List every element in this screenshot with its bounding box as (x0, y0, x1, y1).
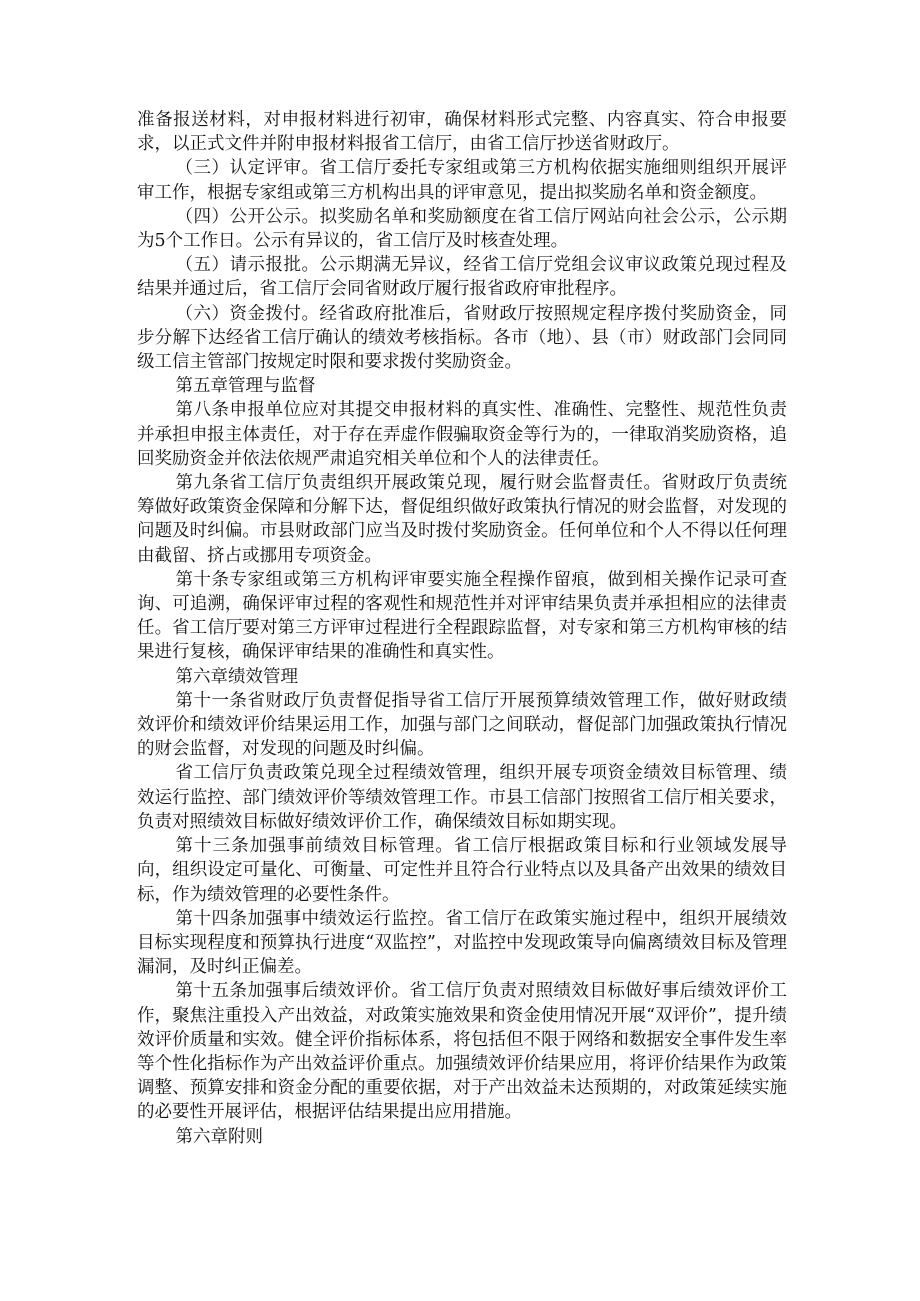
document-page (137, 108, 787, 1149)
article-11: 第十一条省财政厅负责督促指导省工信厅开展预算绩效管理工作，做好财政绩效评价和绩效评价结果运用工作，加强与部门之间联动，督促部门加强政策执行情况的财会监督，对发现的问题及时纠偏。 (137, 690, 787, 760)
paragraph-material-submission: 准备报送材料，对申报材料进行初审，确保材料形式完整、内容真实、符合申报要求，以正式文件并附申报材料报省工信厅，由省工信厅抄送省财政厅。 (137, 110, 787, 155)
paragraph-fund-allocation: （六）资金拨付。经省政府批准后，省财政厅按照规定程序拨付奖励资金，同步分解下达经省工信厅确认的绩效考核指标。各市（地）、县（市）财政部门会同同级工信主管部门按规定时限和要求拨付奖励资金。 (137, 303, 787, 373)
chapter-heading-6: 第六章绩效管理 (175, 666, 298, 687)
paragraph-performance-management: 省工信厅负责政策兑现全过程绩效管理，组织开展专项资金绩效目标管理、绩效运行监控、部门绩效评价等绩效管理工作。市县工信部门按照省工信厅相关要求，负责对照绩效目标做好绩效评价工作，确保绩效目标如期实现。 (137, 763, 787, 832)
chapter-heading-supplementary: 第六章附则 (175, 1126, 263, 1147)
article-15: 第十五条加强事后绩效评价。省工信厅负责对照绩效目标做好事后绩效评价工作，聚焦注重投入产出效益，对政策实施效果和资金使用情况开展“双评价”，提升绩效评价质量和实效。健全评价指标体系，将包括但不限于网络和数据安全事件发生率等个性化指标作为产出效益评价重点。加强绩效评价结果应用，将评价结果作为政策调整、预算安排和资金分配的重要依据，对于产出效益未达预期的，对政策延续实施的必要性开展评估，根据评估结果提出应用措施。 (137, 981, 787, 1123)
paragraph-publicity: （四）公开公示。拟奖励名单和奖励额度在省工信厅网站向社会公示，公示期为5个工作日。公示有异议的，省工信厅及时核查处理。 (137, 206, 787, 252)
article-9: 第九条省工信厅负责组织开展政策兑现，履行财会监督责任。省财政厅负责统筹做好政策资金保障和分解下达，督促组织做好政策执行情况的财会监督，对发现的问题及时纠偏。市县财政部门应当及时拨付奖励资金。任何单位和个人不得以任何理由截留、挤占或挪用专项资金。 (137, 473, 787, 566)
paragraph-approval: （五）请示报批。公示期满无异议，经省工信厅党组会议审议政策兑现过程及结果并通过后，省工信厅会同省财政厅履行报省政府审批程序。 (137, 255, 787, 300)
chapter-heading-5: 第五章管理与监督 (175, 376, 316, 397)
article-10: 第十条专家组或第三方机构评审要实施全程操作留痕，做到相关操作记录可查询、可追溯，确保评审过程的客观性和规范性并对评审结果负责并承担相应的法律责任。省工信厅要对第三方评审过程进行全程跟踪监督，对专家和第三方机构审核的结果进行复核，确保评审结果的准确性和真实性。 (137, 569, 787, 663)
paragraph-review: （三）认定评审。省工信厅委托专家组或第三方机构依据实施细则组织开展评审工作，根据专家组或第三方机构出具的评审意见，提出拟奖励名单和资金额度。 (137, 158, 787, 203)
article-14: 第十四条加强事中绩效运行监控。省工信厅在政策实施过程中，组织开展绩效目标实现程度和预算执行进度“双监控”，对监控中发现政策导向偏离绩效目标及管理漏洞，及时纠正偏差。 (137, 908, 787, 978)
article-8: 第八条申报单位应对其提交申报材料的真实性、准确性、完整性、规范性负责并承担申报主体责任，对于存在弄虚作假骗取资金等行为的，一律取消奖励资格，追回奖励资金并依法依规严肃追究相关单位和个人的法律责任。 (137, 400, 787, 469)
article-13: 第十三条加强事前绩效目标管理。省工信厅根据政策目标和行业领域发展导向，组织设定可量化、可衡量、可定性并且符合行业特点以及具备产出效果的绩效目标，作为绩效管理的必要性条件。 (137, 836, 787, 905)
